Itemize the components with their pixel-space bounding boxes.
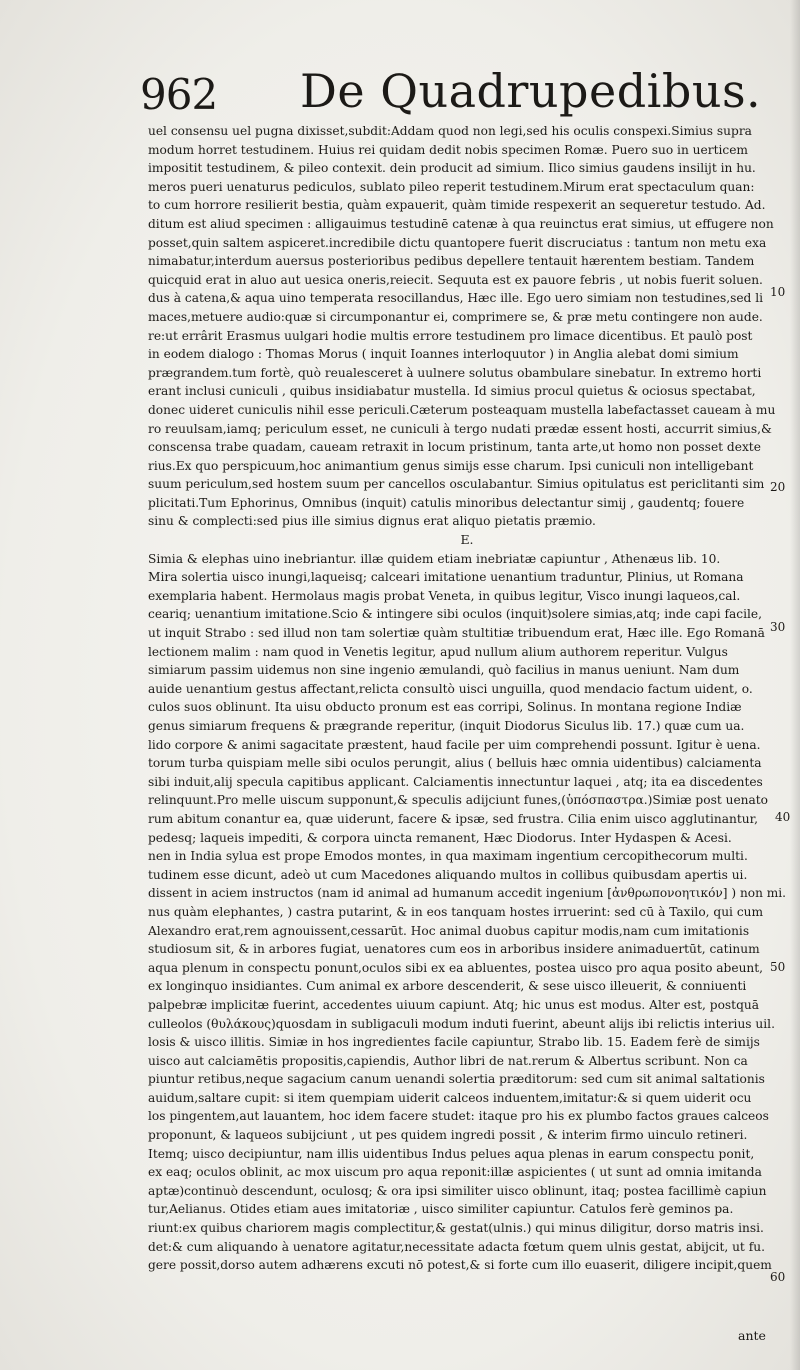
text-line: proponunt, & laqueos subijciunt , ut pes quidem ingredi possit , & interim firmo uinculo retineri. xyxy=(148,1128,748,1143)
margin-line-number: 60 xyxy=(770,1270,786,1284)
text-line: sibi induit,alij specula capitibus applicant. Calciamentis innectuntur laquei , atq; ita ea discedentes xyxy=(148,774,763,789)
text-line: tudinem esse dicunt, adeò ut cum Macedones aliquando multos in collibus quibusdam apertis ui. xyxy=(148,867,748,882)
text-line: Itemq; uisco decipiuntur, nam illis uidentibus Indus pelues aqua plenas in earum conspectu ponit, xyxy=(148,1146,755,1161)
catchword: ante xyxy=(738,1328,766,1343)
text-line: nimabatur,interdum auersus posterioribus pedibus depellere tentauit hærentem bestiam. Tandem xyxy=(148,254,755,269)
margin-line-number: 50 xyxy=(770,960,786,974)
text-line: in eodem dialogo : Thomas Morus ( inquit Ioannes interloquutor ) in Anglia alebat domi simium xyxy=(148,347,739,362)
paragraph-1 xyxy=(148,122,786,531)
text-line: quicquid erat in aluo aut uesica oneris,reiecit. Sequuta est ex pauore febris , ut nobis fuerit soluen. xyxy=(148,272,763,287)
text-line: Mira solertia uisco inungi,laqueisq; calceari imitatione uenantium traduntur, Plinius, ut Romana xyxy=(148,570,744,585)
text-line: impositit testudinem, & pileo contexit. dein producit ad simium. Ilico simius gaudens insilijt in hu. xyxy=(148,161,756,176)
text-line: suum periculum,sed hostem suum per cancellos osculabantur. Simius opitulatus est periclitanti sim xyxy=(148,477,765,492)
text-line: ro reuulsam,iamq; periculum esset, ne cuniculi à tergo nudati prædæ essent hosti, accurrit simius,& xyxy=(148,421,772,436)
text-line: culleolos (θυλάκους)quosdam in subligaculi modum induti fuerint, abeunt alijs ibi relictis interius uil. xyxy=(148,1016,775,1031)
text-line: ditum est aliud specimen : alligauimus testudinē catenæ à qua reuinctus erat simius, ut effugere non xyxy=(148,216,774,231)
margin-line-number: 20 xyxy=(770,480,786,494)
text-line: lectionem malim : nam quod in Venetis legitur, apud nullum alium authorem reperitur. Vulgus xyxy=(148,644,728,659)
text-line: dus à catena,& aqua uino temperata resocillandus, Hæc ille. Ego uero simiam non testudines,sed li xyxy=(148,291,764,306)
text-line: gere possit,dorso autem adhærens excuti nō potest,& si forte cum illo euaserit, diligere incipit,quem xyxy=(148,1258,772,1273)
text-line: riunt:ex quibus chariorem magis complectitur,& gestat(ulnis.) qui minus diligitur, dorso matris insi. xyxy=(148,1221,764,1236)
margin-line-number: 10 xyxy=(770,285,786,299)
text-line: losis & uisco illitis. Simiæ in hos ingredientes facile capiuntur, Strabo lib. 15. Eadem ferè de simijs xyxy=(148,1035,760,1050)
text-line: culos suos oblinunt. Ita uisu obducto pronum est eas corripi, Solinus. In montana regione Indiæ xyxy=(148,700,742,715)
text-line: exemplaria habent. Hermolaus magis probat Veneta, in quibus legitur, Visco inungi laqueos,cal. xyxy=(148,588,741,603)
text-line: torum turba quispiam melle sibi oculos perungit, alius ( belluis hæc omnia uidentibus) calciamenta xyxy=(148,756,762,771)
text-line: uisco aut calciamētis propositis,capiendis, Author libri de nat.rerum & Albertus scribunt. Non ca xyxy=(148,1053,748,1068)
text-line: studiosum sit, & in arbores fugiat, uenatores cum eos in arboribus insidere animaduertūt, catinum xyxy=(148,942,760,957)
page-gutter-shadow xyxy=(790,0,800,1370)
body-text xyxy=(148,122,786,1275)
text-line: donec uideret cuniculis nihil esse periculi.Cæterum posteaquam mustella labefactasset caueam à mu xyxy=(148,402,776,417)
text-line: Simia & elephas uino inebriantur. illæ quidem etiam inebriatæ capiuntur , Athenæus lib. 10. xyxy=(148,551,721,566)
text-line: ut inquit Strabo : sed illud non tam solertiæ quàm stultitiæ tribuendum erat, Hæc ille. Ego Romanā xyxy=(148,626,765,641)
text-line: lido corpore & animi sagacitate præstent, haud facile per uim comprehendi possunt. Igitur è uena. xyxy=(148,737,761,752)
text-line: nen in India sylua est prope Emodos montes, in qua maximam ingentium cercopithecorum multi. xyxy=(148,849,748,864)
text-line: pedesq; laqueis impediti, & corpora uincta remanent, Hæc Diodorus. Inter Hydaspen & Acesi. xyxy=(148,830,732,845)
text-line: palpebræ implicitæ fuerint, accedentes uiuum capiunt. Atq; hic unus est modus. Alter est, postquā xyxy=(148,997,759,1012)
text-line: meros pueri uenaturus pediculos, sublato pileo reperit testudinem.Mirum erat spectaculum quan: xyxy=(148,179,755,194)
text-line: los pingentem,aut lauantem, hoc idem facere studet: itaque pro his ex plumbo factos graues calceos xyxy=(148,1109,769,1124)
text-line: dissent in aciem instructos (nam id animal ad humanum accedit ingenium [ἀνθρωπονοητικόν] ) non mi. xyxy=(148,886,786,901)
text-line: maces,metuere audio:quæ si circumponantur ei, comprimere se, & præ metu contingere non aude. xyxy=(148,309,763,324)
text-line: conscensa trabe quadam, caueam retraxit in locum pristinum, tanta arte,ut homo non posset dexte xyxy=(148,440,761,455)
text-line: rius.Ex quo perspicuum,hoc animantium genus simijs esse charum. Ipsi cuniculi non intelligebant xyxy=(148,458,754,473)
text-line: posset,quin saltem aspiceret.incredibile dictu quantopere fuerit discruciatus : tantum non metu exa xyxy=(148,235,767,250)
page-number: 962 xyxy=(140,70,218,119)
text-line: piuntur retibus,neque sagacium canum uenandi solertia præditorum: sed cum sit animal saltationis xyxy=(148,1072,765,1087)
text-line: erant inclusi cuniculi , quibus insidiabatur mustella. Id simius procul quietus & ociosus spectabat, xyxy=(148,384,756,399)
running-title: De Quadrupedibus. xyxy=(300,64,762,118)
text-line: tur,Aelianus. Otides etiam aues imitatoriæ , uisco similiter capiuntur. Catulos ferè geminos pa. xyxy=(148,1202,734,1217)
text-line: det:& cum aliquando à uenatore agitatur,necessitate adacta fœtum quem ulnis gestat, abijcit, ut fu. xyxy=(148,1239,765,1254)
text-line: simiarum passim uidemus non sine ingenio æmulandi, quò facilius in manus ueniunt. Nam dum xyxy=(148,663,740,678)
text-line: Alexandro erat,rem agnouissent,cessarūt. Hoc animal duobus capitur modis,nam cum imitationis xyxy=(148,923,750,938)
section-letter: E. xyxy=(460,532,474,548)
text-line: nus quàm elephantes, ) castra putarint, & in eos tanquam hostes irruerint: sed cū à Taxilo, qui cum xyxy=(148,904,764,919)
text-line: aptæ)continuò descendunt, oculosq; & ora ipsi similiter uisco oblinunt, itaq; postea facillimè capiun xyxy=(148,1183,767,1198)
text-line: plicitati.Tum Ephorinus, Omnibus (inquit) catulis minoribus delectantur simij , gaudentq; fouere xyxy=(148,495,745,510)
text-line: auide uenantium gestus affectant,relicta consultò uisci unguilla, quod mendacio factum uident, o. xyxy=(148,681,753,696)
text-line: re:ut errârit Erasmus uulgari hodie multis errore testudinem pro limace dicentibus. Et paulò post xyxy=(148,328,753,343)
text-line: relinquunt.Pro melle uiscum supponunt,& speculis adijciunt funes,(ὑπόσπαστρα.)Simiæ post uenato xyxy=(148,793,769,808)
text-line: to cum horrore resilierit bestia, quàm expauerit, quàm timide respexerit an sequeretur testudo. Ad. xyxy=(148,198,766,213)
text-line: aqua plenum in conspectu ponunt,oculos sibi ex ea abluentes, postea uisco pro aqua posito abeunt, xyxy=(148,960,764,975)
margin-line-number: 30 xyxy=(770,620,786,634)
text-line: modum horret testudinem. Huius rei quidam dedit nobis specimen Romæ. Puero suo in uerticem xyxy=(148,142,748,157)
text-line: ex eaq; oculos oblinit, ac mox uiscum pro aqua reponit:illæ aspicientes ( ut sunt ad omnia imitanda xyxy=(148,1165,762,1180)
text-line: ex longinquo insidiantes. Cum animal ex arbore descenderit, & sese uisco illeuerit, & conniuenti xyxy=(148,979,747,994)
page-header xyxy=(140,64,762,122)
text-line: rum abitum conantur ea, quæ uiderunt, facere & ipsæ, sed frustra. Cilia enim uisco agglutinantur, xyxy=(148,811,758,826)
text-line: uel consensu uel pugna dixisset,subdit:Addam quod non legi,sed his oculis conspexi.Simius supra xyxy=(148,124,752,138)
text-line: ceariq; uenantium imitatione.Scio & intingere sibi oculos (inquit)solere simias,atq; inde capi facile, xyxy=(148,607,762,622)
paragraph-2 xyxy=(148,550,786,1275)
text-line: auidum,saltare cupit: si item quempiam uiderit calceos induentem,imitatur:& si quem uiderit ocu xyxy=(148,1090,752,1105)
margin-line-number: 40 xyxy=(775,810,791,824)
text-line: sinu & complecti:sed pius ille simius dignus erat aliquo pietatis præmio. xyxy=(148,514,596,529)
text-line: genus simiarum frequens & prægrande reperitur, (inquit Diodorus Siculus lib. 17.) quæ cum ua. xyxy=(148,719,745,733)
text-line: prægrandem.tum fortè, quò reualesceret à uulnere solutus obambulare sinebatur. In extremo horti xyxy=(148,365,762,380)
